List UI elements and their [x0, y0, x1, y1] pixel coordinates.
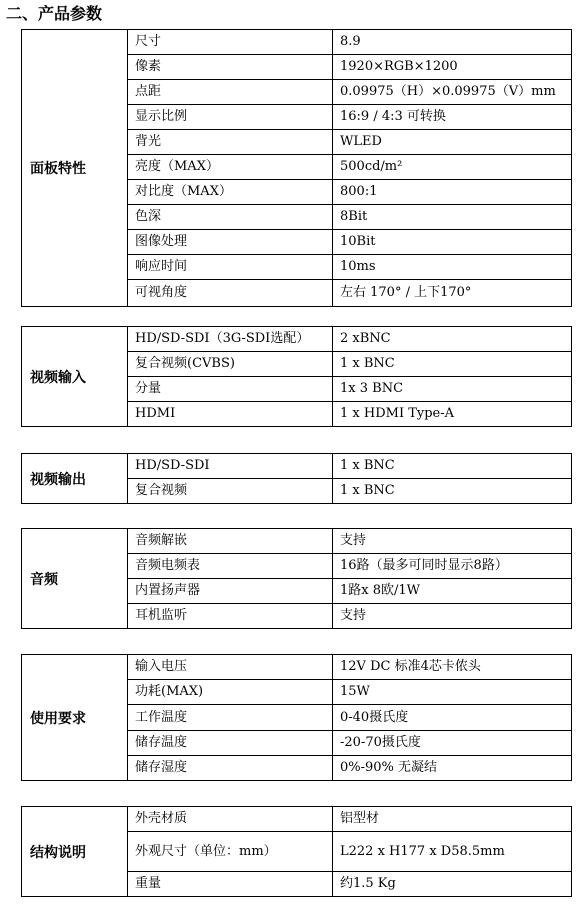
param-value: 8Bit: [333, 205, 572, 230]
param-value: 12V DC 标准4芯卡侬头: [333, 655, 572, 680]
param-value: 2 xBNC: [333, 327, 572, 352]
param-value: 左右 170° / 上下170°: [333, 280, 572, 307]
param-label: 输入电压: [128, 655, 333, 680]
table-structure: [21, 806, 572, 897]
page-heading: 二、产品参数: [6, 4, 103, 23]
param-label: 亮度（MAX）: [128, 155, 333, 180]
table-row: [22, 807, 572, 832]
param-value: 16:9 / 4:3 可转换: [333, 105, 572, 130]
param-value: 0%-90% 无凝结: [333, 756, 572, 781]
table-audio: [21, 528, 572, 629]
table-row: [22, 327, 572, 352]
category-label: 结构说明: [22, 807, 128, 897]
category-label: 使用要求: [22, 655, 128, 781]
table-video-input: [21, 326, 572, 427]
param-label: 可视角度: [128, 280, 333, 307]
param-value: 1路x 8欧/1W: [333, 579, 572, 604]
param-value: 1 x BNC: [333, 454, 572, 479]
param-label: 复合视频(CVBS): [128, 352, 333, 377]
param-label: 功耗(MAX): [128, 680, 333, 705]
param-value: 1x 3 BNC: [333, 377, 572, 402]
param-label: 音频电频表: [128, 554, 333, 579]
param-label: 图像处理: [128, 230, 333, 255]
param-label: 色深: [128, 205, 333, 230]
param-value: 0.09975（H）×0.09975（V）mm: [333, 80, 572, 105]
param-label: 显示比例: [128, 105, 333, 130]
param-label: 耳机监听: [128, 604, 333, 629]
param-label: 重量: [128, 872, 333, 897]
param-label: 外观尺寸（单位：mm）: [128, 832, 333, 872]
param-label: 像素: [128, 55, 333, 80]
table-video-output: [21, 453, 572, 504]
param-value: 16路（最多可同时显示8路）: [333, 554, 572, 579]
param-value: 支持: [333, 529, 572, 554]
param-label: HD/SD-SDI（3G-SDI选配）: [128, 327, 333, 352]
param-value: 约1.5 Kg: [333, 872, 572, 897]
param-label: HD/SD-SDI: [128, 454, 333, 479]
param-value: L222 x H177 x D58.5mm: [333, 832, 572, 872]
table-panel-specs: [21, 29, 572, 307]
table-usage-requirements: [21, 654, 572, 781]
param-value: 铝型材: [333, 807, 572, 832]
table-row: [22, 30, 572, 55]
param-value: 500cd/m²: [333, 155, 572, 180]
category-label: 视频输出: [22, 454, 128, 504]
param-label: 储存温度: [128, 731, 333, 756]
param-label: 尺寸: [128, 30, 333, 55]
param-value: -20-70摄氏度: [333, 731, 572, 756]
param-label: 分量: [128, 377, 333, 402]
param-label: 对比度（MAX）: [128, 180, 333, 205]
param-label: HDMI: [128, 402, 333, 427]
category-label: 面板特性: [22, 30, 128, 307]
param-label: 外壳材质: [128, 807, 333, 832]
param-label: 复合视频: [128, 479, 333, 504]
param-label: 背光: [128, 130, 333, 155]
table-row: [22, 655, 572, 680]
param-label: 点距: [128, 80, 333, 105]
param-label: 工作温度: [128, 705, 333, 731]
param-value: 1 x BNC: [333, 352, 572, 377]
param-label: 音频解嵌: [128, 529, 333, 554]
param-value: 10Bit: [333, 230, 572, 255]
param-value: 10ms: [333, 255, 572, 280]
param-value: 800:1: [333, 180, 572, 205]
param-value: 1 x BNC: [333, 479, 572, 504]
param-value: 1 x HDMI Type-A: [333, 402, 572, 427]
param-value: 0-40摄氏度: [333, 705, 572, 731]
category-label: 音频: [22, 529, 128, 629]
table-row: [22, 529, 572, 554]
param-label: 内置扬声器: [128, 579, 333, 604]
param-label: 响应时间: [128, 255, 333, 280]
table-row: [22, 454, 572, 479]
param-label: 储存湿度: [128, 756, 333, 781]
param-value: 1920×RGB×1200: [333, 55, 572, 80]
param-value: 15W: [333, 680, 572, 705]
param-value: 8.9: [333, 30, 572, 55]
category-label: 视频输入: [22, 327, 128, 427]
param-value: WLED: [333, 130, 572, 155]
param-value: 支持: [333, 604, 572, 629]
